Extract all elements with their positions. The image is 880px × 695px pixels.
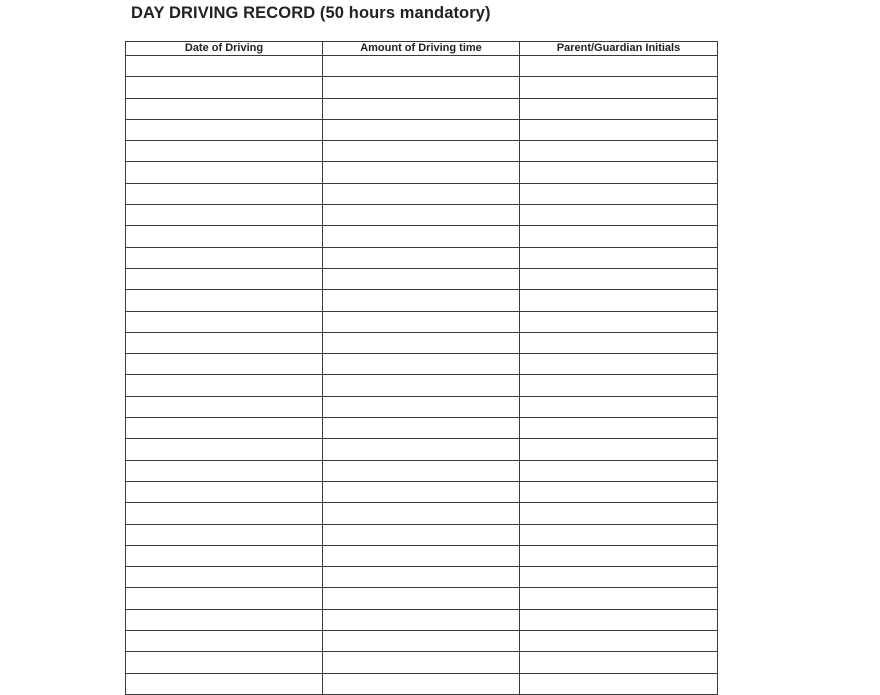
table-row xyxy=(126,119,718,140)
initials-cell[interactable] xyxy=(520,673,718,694)
table-row xyxy=(126,567,718,588)
table-row xyxy=(126,609,718,630)
date-cell[interactable] xyxy=(126,524,323,545)
driving-time-cell[interactable] xyxy=(323,673,520,694)
date-cell[interactable] xyxy=(126,396,323,417)
date-cell[interactable] xyxy=(126,141,323,162)
table-row xyxy=(126,162,718,183)
date-cell[interactable] xyxy=(126,98,323,119)
column-header-date: Date of Driving xyxy=(126,42,323,56)
driving-time-cell[interactable] xyxy=(323,226,520,247)
date-cell[interactable] xyxy=(126,609,323,630)
driving-time-cell[interactable] xyxy=(323,332,520,353)
date-cell[interactable] xyxy=(126,56,323,77)
initials-cell[interactable] xyxy=(520,247,718,268)
driving-time-cell[interactable] xyxy=(323,418,520,439)
table-row xyxy=(126,418,718,439)
date-cell[interactable] xyxy=(126,205,323,226)
table-row xyxy=(126,311,718,332)
date-cell[interactable] xyxy=(126,503,323,524)
initials-cell[interactable] xyxy=(520,119,718,140)
driving-time-cell[interactable] xyxy=(323,460,520,481)
driving-time-cell[interactable] xyxy=(323,588,520,609)
initials-cell[interactable] xyxy=(520,588,718,609)
initials-cell[interactable] xyxy=(520,354,718,375)
driving-time-cell[interactable] xyxy=(323,247,520,268)
driving-time-cell[interactable] xyxy=(323,375,520,396)
initials-cell[interactable] xyxy=(520,460,718,481)
date-cell[interactable] xyxy=(126,567,323,588)
date-cell[interactable] xyxy=(126,183,323,204)
table-row xyxy=(126,247,718,268)
date-cell[interactable] xyxy=(126,652,323,673)
table-row xyxy=(126,545,718,566)
table-row xyxy=(126,396,718,417)
driving-record-table xyxy=(125,41,718,695)
table-row xyxy=(126,588,718,609)
initials-cell[interactable] xyxy=(520,56,718,77)
initials-cell[interactable] xyxy=(520,268,718,289)
table-row xyxy=(126,631,718,652)
driving-time-cell[interactable] xyxy=(323,545,520,566)
initials-cell[interactable] xyxy=(520,567,718,588)
initials-cell[interactable] xyxy=(520,375,718,396)
date-cell[interactable] xyxy=(126,247,323,268)
date-cell[interactable] xyxy=(126,439,323,460)
date-cell[interactable] xyxy=(126,631,323,652)
column-header-driving-time: Amount of Driving time xyxy=(323,42,520,56)
table-row xyxy=(126,375,718,396)
driving-time-cell[interactable] xyxy=(323,311,520,332)
initials-cell[interactable] xyxy=(520,609,718,630)
table-row xyxy=(126,183,718,204)
initials-cell[interactable] xyxy=(520,652,718,673)
driving-time-cell[interactable] xyxy=(323,396,520,417)
initials-cell[interactable] xyxy=(520,545,718,566)
table-row xyxy=(126,354,718,375)
initials-cell[interactable] xyxy=(520,98,718,119)
driving-time-cell[interactable] xyxy=(323,524,520,545)
page-title: DAY DRIVING RECORD (50 hours mandatory) xyxy=(131,4,491,22)
date-cell[interactable] xyxy=(126,77,323,98)
initials-cell[interactable] xyxy=(520,631,718,652)
date-cell[interactable] xyxy=(126,418,323,439)
date-cell[interactable] xyxy=(126,481,323,502)
date-cell[interactable] xyxy=(126,588,323,609)
table-row xyxy=(126,652,718,673)
date-cell[interactable] xyxy=(126,354,323,375)
driving-time-cell[interactable] xyxy=(323,119,520,140)
driving-time-cell[interactable] xyxy=(323,503,520,524)
initials-cell[interactable] xyxy=(520,183,718,204)
initials-cell[interactable] xyxy=(520,481,718,502)
initials-cell[interactable] xyxy=(520,290,718,311)
driving-time-cell[interactable] xyxy=(323,205,520,226)
driving-time-cell[interactable] xyxy=(323,354,520,375)
driving-time-cell[interactable] xyxy=(323,77,520,98)
driving-time-cell[interactable] xyxy=(323,290,520,311)
table-row xyxy=(126,141,718,162)
table-row xyxy=(126,77,718,98)
date-cell[interactable] xyxy=(126,226,323,247)
initials-cell[interactable] xyxy=(520,311,718,332)
driving-time-cell[interactable] xyxy=(323,567,520,588)
initials-cell[interactable] xyxy=(520,162,718,183)
driving-time-cell[interactable] xyxy=(323,439,520,460)
date-cell[interactable] xyxy=(126,311,323,332)
table-row xyxy=(126,205,718,226)
table-row xyxy=(126,332,718,353)
driving-time-cell[interactable] xyxy=(323,652,520,673)
date-cell[interactable] xyxy=(126,162,323,183)
table-row xyxy=(126,268,718,289)
date-cell[interactable] xyxy=(126,673,323,694)
date-cell[interactable] xyxy=(126,460,323,481)
table-row xyxy=(126,56,718,77)
date-cell[interactable] xyxy=(126,268,323,289)
initials-cell[interactable] xyxy=(520,77,718,98)
driving-time-cell[interactable] xyxy=(323,631,520,652)
initials-cell[interactable] xyxy=(520,503,718,524)
date-cell[interactable] xyxy=(126,290,323,311)
table-header-row xyxy=(126,42,718,56)
table-row xyxy=(126,226,718,247)
initials-cell[interactable] xyxy=(520,418,718,439)
driving-time-cell[interactable] xyxy=(323,183,520,204)
table-row xyxy=(126,98,718,119)
initials-cell[interactable] xyxy=(520,332,718,353)
table-row xyxy=(126,673,718,694)
initials-cell[interactable] xyxy=(520,524,718,545)
table-row xyxy=(126,290,718,311)
date-cell[interactable] xyxy=(126,375,323,396)
table-row xyxy=(126,460,718,481)
initials-cell[interactable] xyxy=(520,439,718,460)
driving-time-cell[interactable] xyxy=(323,268,520,289)
table-row xyxy=(126,503,718,524)
driving-time-cell[interactable] xyxy=(323,98,520,119)
initials-cell[interactable] xyxy=(520,141,718,162)
driving-time-cell[interactable] xyxy=(323,141,520,162)
table-body xyxy=(126,56,718,695)
initials-cell[interactable] xyxy=(520,396,718,417)
driving-time-cell[interactable] xyxy=(323,609,520,630)
driving-time-cell[interactable] xyxy=(323,481,520,502)
driving-time-cell[interactable] xyxy=(323,162,520,183)
date-cell[interactable] xyxy=(126,545,323,566)
table-row xyxy=(126,524,718,545)
date-cell[interactable] xyxy=(126,332,323,353)
date-cell[interactable] xyxy=(126,119,323,140)
driving-time-cell[interactable] xyxy=(323,56,520,77)
table-row xyxy=(126,439,718,460)
table-row xyxy=(126,481,718,502)
initials-cell[interactable] xyxy=(520,205,718,226)
column-header-initials: Parent/Guardian Initials xyxy=(520,42,718,56)
initials-cell[interactable] xyxy=(520,226,718,247)
